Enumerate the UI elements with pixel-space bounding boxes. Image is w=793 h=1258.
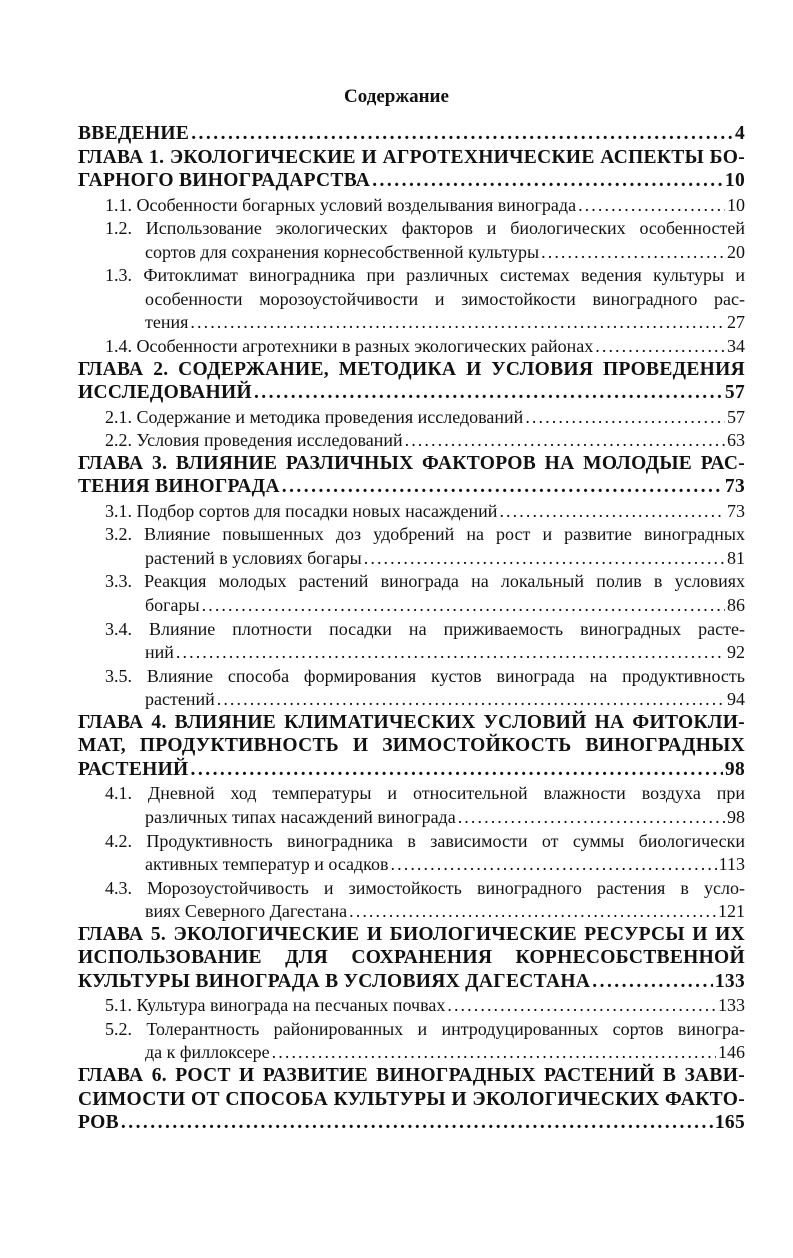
toc-dot-leader [595,334,725,358]
toc-dot-leader [447,993,716,1017]
toc-section-line [105,522,745,546]
toc-entry-text: особенности морозоустойчивости и зимостойкости виноградного рас- [145,289,745,309]
toc-section-line [105,617,745,641]
toc-entry-text: виях Северного Дагестана [145,901,348,921]
toc-dot-leader [525,405,725,429]
toc-entry-text: ТЕНИЯ ВИНОГРАДА [78,476,280,497]
toc-section-line [145,852,745,876]
toc-dot-leader [364,546,725,570]
toc-entry-text: 3.3. Реакция молодых растений винограда на локальный полив в условиях [105,571,745,591]
toc-page-number: 73 [727,501,745,521]
toc-chapter-line [78,169,745,193]
toc-entry-text: РАСТЕНИЙ [78,759,189,780]
toc-page-number: 73 [724,476,745,497]
toc-dot-leader [458,805,725,829]
toc-dot-leader [217,687,725,711]
toc-section-line [105,876,745,900]
toc-entry-text: 5.1. Культура винограда на песчаных почвах [105,995,446,1015]
toc-section-line [105,829,745,853]
toc-chapter-line [78,711,745,735]
toc-chapter-line [78,122,745,146]
toc-section-line [105,263,745,287]
toc-section-line [105,405,745,429]
toc-entry-text: 4.1. Дневной ход температуры и относительной влажности воздуха при [105,783,745,803]
toc-chapter-line [78,381,745,405]
toc-section-line [105,664,745,688]
toc-page-number: 10 [724,170,745,191]
toc-dot-leader [191,122,733,146]
toc-section-line [145,546,745,570]
toc-dot-leader [176,640,725,664]
toc-entry-text: 3.5. Влияние способа формирования кустов винограда на продуктивность [105,666,745,686]
toc-entry-text: растений [145,689,215,709]
toc-entry-text: МАТ, ПРОДУКТИВНОСТЬ И ЗИМОСТОЙКОСТЬ ВИНОГРАДНЫХ [78,735,745,756]
toc-section-line [105,781,745,805]
toc-chapter-line [78,146,745,170]
toc-chapter-line [78,1088,745,1112]
toc-entry-text: различных типах насаждений винограда [145,807,456,827]
toc-page-number: 92 [727,642,745,662]
toc-entry-text: богары [145,595,200,615]
toc-dot-leader [541,240,725,264]
toc-chapter-line [78,970,745,994]
toc-entry-text: ГАРНОГО ВИНОГРАДАРСТВА [78,170,371,191]
toc-entry-text: 3.4. Влияние плотности посадки на приживаемость виноградных расте- [105,619,745,639]
toc-dot-leader [405,428,725,452]
toc-section-line [145,310,745,334]
toc-chapter-line [78,923,745,947]
toc-page-number: 63 [727,430,745,450]
toc-section-line [105,569,745,593]
toc-entry-text: СИМОСТИ ОТ СПОСОБА КУЛЬТУРЫ И ЭКОЛОГИЧЕСКИХ ФАКТО- [78,1089,745,1110]
toc-entry-text: активных температур и осадков [145,854,389,874]
toc-dot-leader [499,499,725,523]
toc-entry-text: РОВ [78,1112,119,1133]
toc-dot-leader [191,758,723,782]
toc-chapter-line [78,452,745,476]
toc-entry-text: тения [145,312,189,332]
toc-page-number: 94 [727,689,745,709]
toc-chapter-line [78,475,745,499]
toc-entry-text: ГЛАВА 4. ВЛИЯНИЕ КЛИМАТИЧЕСКИХ УСЛОВИЙ НА ФИТОКЛИ- [78,712,745,733]
toc-page-number: 10 [727,195,745,215]
toc-page-number: 133 [714,971,745,992]
toc-chapter-line [78,946,745,970]
toc-entry-text: ГЛАВА 3. ВЛИЯНИЕ РАЗЛИЧНЫХ ФАКТОРОВ НА МОЛОДЫЕ РАС- [78,453,745,474]
toc-chapter-line [78,734,745,758]
toc-entry-text: ИССЛЕДОВАНИЙ [78,382,252,403]
toc-section-line [105,216,745,240]
toc-page-number: 165 [714,1112,745,1133]
toc-entry-text: 2.1. Содержание и методика проведения исследований [105,407,524,427]
toc-entry-text: ГЛАВА 1. ЭКОЛОГИЧЕСКИЕ И АГРОТЕХНИЧЕСКИЕ АСПЕКТЫ БО- [78,147,745,168]
toc-page-number: 57 [724,382,745,403]
toc-page-number: 86 [727,595,745,615]
toc-dot-leader [578,193,725,217]
toc-entry-text: 4.2. Продуктивность виноградника в зависимости от суммы биологически [105,831,745,851]
toc-entry-text: ГЛАВА 2. СОДЕРЖАНИЕ, МЕТОДИКА И УСЛОВИЯ ПРОВЕДЕНИЯ [78,359,745,380]
toc-entry-text: ний [145,642,174,662]
toc-section-line [145,640,745,664]
toc-entry-text: ГЛАВА 5. ЭКОЛОГИЧЕСКИЕ И БИОЛОГИЧЕСКИЕ РЕСУРСЫ И ИХ [78,924,745,945]
toc-section-line [145,240,745,264]
toc-dot-leader [254,381,723,405]
toc-entry-text: 3.1. Подбор сортов для посадки новых насаждений [105,501,498,521]
toc-section-line [145,899,745,923]
toc-section-line [145,805,745,829]
toc-entry-text: 1.2. Использование экологических факторов и биологических особенностей [105,218,745,238]
toc-section-line [145,593,745,617]
toc-entry-text: да к филлоксере [145,1042,270,1062]
toc-dot-leader [202,593,725,617]
toc-page-number: 4 [734,123,745,144]
toc-page-number: 133 [718,995,745,1015]
toc-section-line [105,428,745,452]
toc-entry-text: 1.4. Особенности агротехники в разных экологических районах [105,336,594,356]
toc-entry-text: ВВЕДЕНИЕ [78,123,190,144]
toc-page-number: 34 [727,336,745,356]
toc-page-number: 121 [718,901,745,921]
toc-dot-leader [391,852,717,876]
toc-page-number: 146 [718,1042,745,1062]
toc-entry-text: сортов для сохранения корнесобственной культуры [145,242,540,262]
toc-title: Содержание [344,86,449,107]
toc-entry-text: 5.2. Толерантность районированных и интродуцированных сортов виногра- [105,1019,745,1039]
toc-dot-leader [272,1040,716,1064]
toc-dot-leader [349,899,716,923]
toc-entry-text: ГЛАВА 6. РОСТ И РАЗВИТИЕ ВИНОГРАДНЫХ РАСТЕНИЙ В ЗАВИ- [78,1065,745,1086]
toc-section-line [145,1040,745,1064]
toc-section-line [105,993,745,1017]
toc-page-number: 27 [727,312,745,332]
toc-section-line [105,334,745,358]
toc-section-line [105,499,745,523]
toc-chapter-line [78,358,745,382]
toc-entry-text: 1.3. Фитоклимат виноградника при различных системах ведения культуры и [105,265,745,285]
toc-entry-text: 3.2. Влияние повышенных доз удобрений на рост и развитие виноградных [105,524,745,544]
toc-dot-leader [190,310,725,334]
toc-page-number: 81 [727,548,745,568]
toc-entry-text: 1.1. Особенности богарных условий возделывания винограда [105,195,577,215]
toc-entry-text: КУЛЬТУРЫ ВИНОГРАДА В УСЛОВИЯХ ДАГЕСТАНА [78,971,591,992]
toc-chapter-line [78,1111,745,1135]
toc-entry-text: 2.2. Условия проведения исследований [105,430,403,450]
toc-chapter-line [78,758,745,782]
toc-section-line [105,193,745,217]
toc-page-number: 98 [727,807,745,827]
toc-dot-leader [592,970,713,994]
toc-section-line [105,1017,745,1041]
toc-page-number: 113 [718,854,745,874]
toc-entry-text: растений в условиях богары [145,548,362,568]
toc-chapter-line [78,1064,745,1088]
toc-entry-text: 4.3. Морозоустойчивость и зимостойкость виноградного растения в усло- [105,878,745,898]
toc-dot-leader [282,475,723,499]
toc-section-line [145,287,745,311]
toc-dot-leader [372,169,723,193]
toc-dot-leader [121,1111,713,1135]
toc-section-line [145,687,745,711]
toc-page-number: 98 [724,759,745,780]
toc-entry-text: ИСПОЛЬЗОВАНИЕ ДЛЯ СОХРАНЕНИЯ КОРНЕСОБСТВЕННОЙ [78,947,745,968]
toc-page-number: 20 [727,242,745,262]
toc-page-number: 57 [727,407,745,427]
